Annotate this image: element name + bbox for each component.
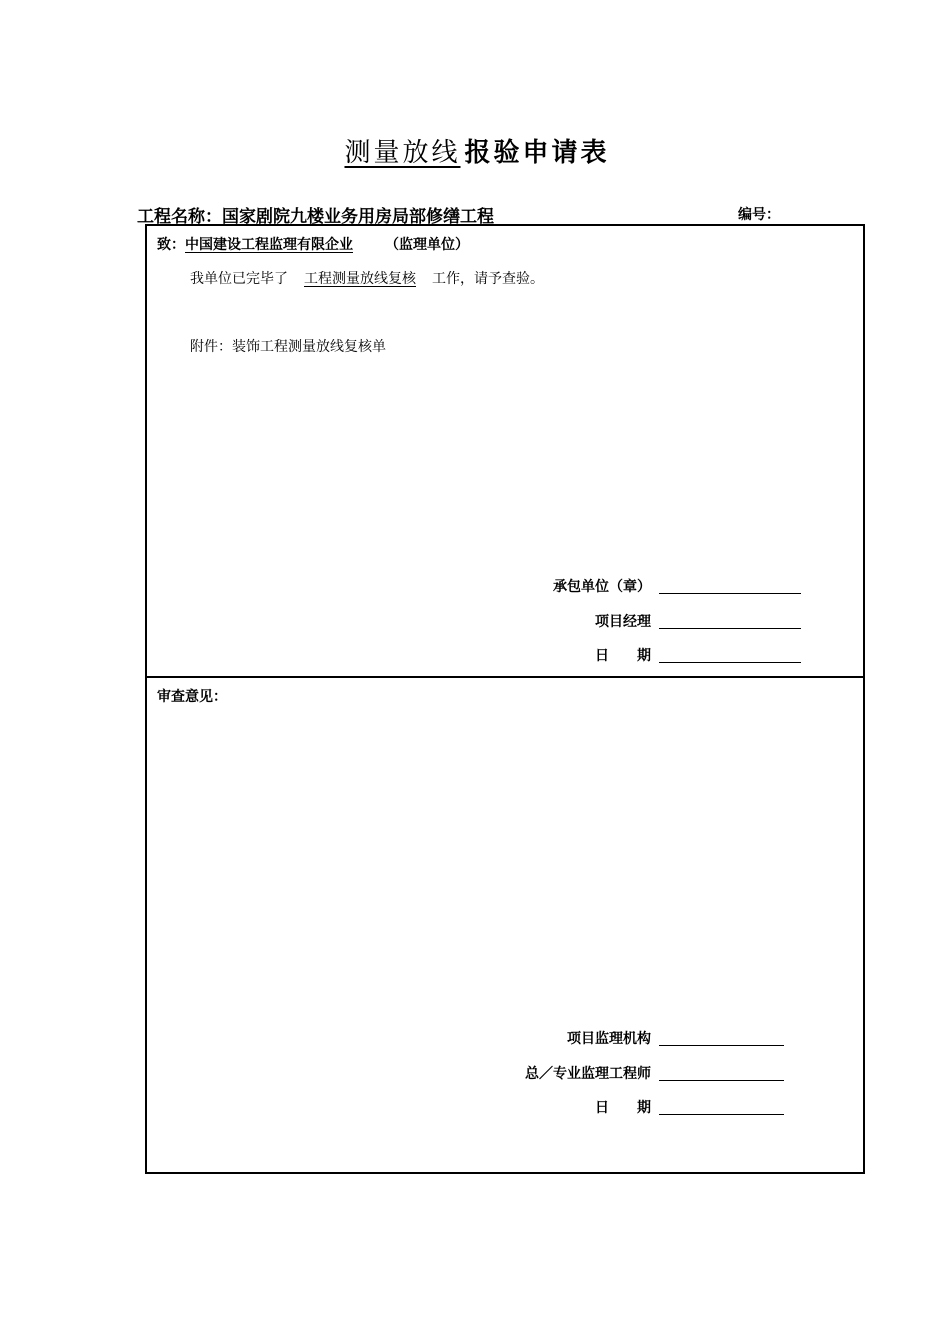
supervision-org-line[interactable] (659, 1045, 784, 1046)
engineer-signature-row (447, 1063, 803, 1085)
serial-number-label: 编号： (738, 207, 780, 223)
application-body (190, 268, 544, 288)
contractor-signature-row (447, 576, 803, 598)
application-date-row (447, 645, 803, 667)
project-label: 工程名称： (137, 207, 222, 227)
review-date-label: 日 期 (595, 1100, 651, 1116)
supervising-engineer-label: 总／专业监理工程师 (525, 1066, 651, 1082)
body-suffix: 工作，请予查验。 (432, 271, 544, 287)
attachment-note: 附件：装饰工程测量放线复核单 (190, 339, 386, 355)
review-section (147, 678, 863, 1172)
addressee-suffix: （监理单位） (385, 237, 469, 253)
form-title (0, 132, 950, 169)
body-prefix: 我单位已完毕了 (190, 271, 288, 287)
form-title-main: 报验申请表 (464, 138, 610, 168)
review-date-line[interactable] (659, 1114, 784, 1115)
supervising-engineer-line[interactable] (659, 1080, 784, 1081)
application-date-line[interactable] (659, 662, 801, 663)
project-name: 国家剧院九楼业务用房局部修缮工程 (222, 207, 494, 227)
application-section (147, 226, 863, 678)
supervision-unit: 中国建设工程监理有限企业 (185, 237, 353, 253)
addressee-line (157, 234, 469, 254)
contractor-seal-label: 承包单位（章） (553, 579, 651, 595)
application-date-label: 日 期 (595, 648, 651, 664)
contractor-seal-line[interactable] (659, 593, 801, 594)
supervision-org-label: 项目监理机构 (567, 1031, 651, 1047)
supervision-org-row (447, 1028, 803, 1050)
inspection-type: 测量放线 (344, 138, 461, 168)
review-date-row (447, 1097, 803, 1119)
project-manager-label: 项目经理 (595, 614, 651, 630)
manager-signature-row (447, 611, 803, 633)
addressee-prefix: 致： (157, 237, 185, 253)
review-opinion-label: 审查意见： (157, 689, 227, 705)
work-item: 工程测量放线复核 (304, 271, 416, 287)
form-table (145, 224, 865, 1174)
project-manager-line[interactable] (659, 628, 801, 629)
